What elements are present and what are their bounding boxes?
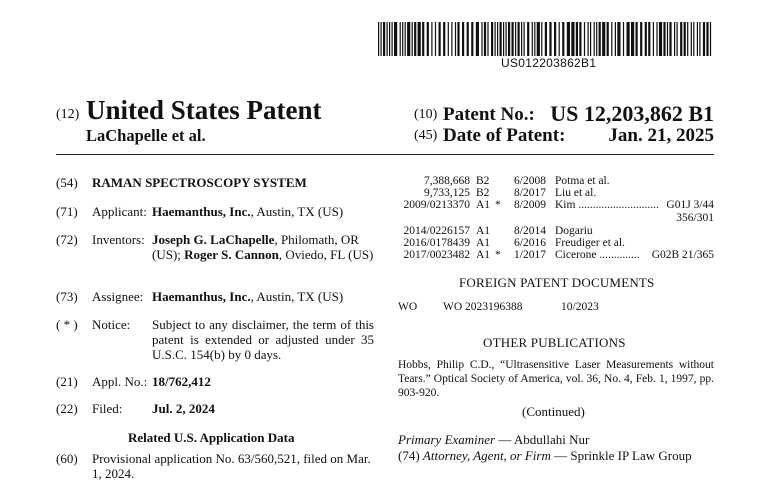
kind-code-number: (12) (56, 107, 80, 122)
ref-kind: A1 (476, 199, 491, 211)
barcode-bar (497, 22, 498, 56)
barcode-bar (699, 22, 700, 56)
notice-num: ( * ) (56, 317, 78, 332)
continued-note: (Continued) (522, 404, 585, 419)
patent-no-value: US 12,203,862 B1 (550, 101, 714, 126)
ref-class: G01J 3/44 (666, 199, 714, 211)
barcode-bar (623, 22, 624, 56)
barcode-bar (487, 22, 488, 56)
barcode-bar (710, 22, 711, 56)
other-publications-heading: OTHER PUBLICATIONS (483, 335, 626, 350)
barcode-bar (549, 22, 551, 56)
notice-label: Notice: (92, 317, 131, 332)
ref-date: 8/2017 (514, 187, 546, 199)
attorney-line (398, 448, 692, 464)
ref-star: * (495, 249, 501, 261)
barcode-bar (481, 22, 482, 56)
field-72-num: (72) (56, 232, 78, 247)
other-publication: Hobbs, Philip C.D., “Ultrasensitive Laser Measurements without Tears.” Optical Society of America, vol. 36, No. 4, Feb. 1, 1997, pp. 903-920. (398, 359, 714, 399)
barcode-bar (636, 22, 638, 56)
barcode-bar (693, 22, 694, 56)
barcode-bar (596, 22, 597, 56)
barcode-bar (631, 22, 634, 56)
ref-date: 8/2009 (514, 199, 546, 211)
barcode-bar (579, 22, 581, 56)
barcode-bar (462, 22, 464, 56)
barcode-bar (515, 22, 516, 56)
barcode-bar (663, 22, 665, 56)
barcode-bar (512, 22, 514, 56)
barcode-bar (684, 22, 686, 56)
barcode-bar (506, 22, 507, 56)
field-74-num: (74) (398, 448, 420, 463)
ref-number: 2017/0023482 (403, 249, 470, 261)
ref-date: 8/2014 (514, 225, 546, 237)
ref-number: 2016/0178439 (403, 237, 470, 249)
barcode (378, 22, 714, 56)
barcode-bar (667, 22, 668, 56)
appl-no-value: 18/762,412 (152, 374, 211, 389)
barcode-bar (532, 22, 533, 56)
barcode-bar (703, 22, 705, 56)
ref-kind: B2 (476, 187, 490, 199)
attorney-name: Sprinkle IP Law Group (570, 448, 692, 463)
ref-date: 6/2016 (514, 237, 546, 249)
barcode-bar (669, 22, 671, 56)
barcode-bar (439, 22, 441, 56)
barcode-bar (448, 22, 449, 56)
assignee-name: Haemanthus, Inc. (152, 289, 251, 304)
barcode-bar (495, 22, 496, 56)
applicant-location: , Austin, TX (US) (250, 204, 344, 219)
barcode-bar (443, 22, 445, 56)
ref-kind: A1 (476, 225, 491, 237)
inventor-1-name: Joseph G. LaChapelle (152, 232, 275, 247)
foreign-docs-heading: FOREIGN PATENT DOCUMENTS (459, 275, 655, 290)
barcode-bar (545, 22, 547, 56)
ref-name: Cicerone .............. (555, 249, 640, 261)
examiner-separator: — (495, 432, 514, 447)
barcode-bar (640, 22, 642, 56)
ref-name: Liu et al. (555, 187, 597, 199)
ref-number: 9,733,125 (424, 187, 470, 199)
appl-no-label: Appl. No.: (92, 374, 148, 389)
barcode-bar (524, 22, 525, 56)
barcode-bar (687, 22, 688, 56)
barcode-bar (680, 22, 682, 56)
barcode-bar (467, 22, 469, 56)
barcode-bar (648, 22, 650, 56)
barcode-bar (503, 22, 504, 56)
barcode-bar (491, 22, 493, 56)
barcode-bar (484, 22, 486, 56)
barcode-bar (559, 22, 560, 56)
barcode-bar (389, 22, 390, 56)
patent-no-code: (10) (414, 107, 438, 122)
date-value: Jan. 21, 2025 (608, 125, 714, 146)
ref-date: 6/2008 (514, 175, 546, 187)
barcode-bar (508, 22, 510, 56)
provisional-value: Provisional application No. 63/560,521, filed on Mar. 1, 2024. (92, 451, 371, 481)
barcode-bar (562, 22, 564, 56)
ref-name: Kim ............................ (555, 199, 659, 211)
ref-class: 356/301 (676, 212, 714, 224)
publication-number: US012203862B1 (501, 56, 597, 70)
barcode-bar (414, 22, 416, 56)
ref-date: 1/2017 (514, 249, 546, 261)
inventors-value (152, 232, 374, 262)
barcode-bar (422, 22, 424, 56)
barcode-bar (405, 22, 406, 56)
barcode-bar (527, 22, 529, 56)
barcode-bar (387, 22, 388, 56)
barcode-bar (412, 22, 413, 56)
ref-name: Freudiger et al. (555, 237, 625, 249)
barcode-bar (645, 22, 647, 56)
barcode-bar (400, 22, 401, 56)
barcode-bar (455, 22, 456, 56)
barcode-bar (537, 22, 540, 56)
field-60-num: (60) (56, 451, 78, 466)
date-code: (45) (414, 128, 438, 143)
ref-class: G02B 21/365 (651, 249, 714, 261)
field-22-num: (22) (56, 401, 78, 416)
barcode-bar (554, 22, 556, 56)
field-21-num: (21) (56, 374, 78, 389)
barcode-bar (611, 22, 612, 56)
barcode-bar (576, 22, 578, 56)
field-54-num: (54) (56, 175, 78, 190)
barcode-bar (392, 22, 393, 56)
barcode-bar (451, 22, 452, 56)
barcode-bar (418, 22, 421, 56)
barcode-bar (518, 22, 520, 56)
barcode-bar (476, 22, 479, 56)
barcode-bar (402, 22, 403, 56)
barcode-bar (534, 22, 535, 56)
ref-name: Potma et al. (555, 175, 610, 187)
barcode-bar (431, 22, 432, 56)
barcode-bar (435, 22, 436, 56)
barcode-bar (383, 22, 385, 56)
barcode-bar (521, 22, 522, 56)
header-divider (56, 154, 714, 155)
barcode-bar (427, 22, 429, 56)
barcode-bar (617, 22, 620, 56)
inventor-1-location: , Philomath, OR (US); (152, 232, 359, 262)
related-data-heading: Related U.S. Application Data (128, 430, 295, 445)
barcode-bar (407, 22, 410, 56)
barcode-bar (567, 22, 570, 56)
ref-name: Dogariu (555, 225, 593, 237)
date-label: Date of Patent: (443, 125, 566, 146)
barcode-bar (653, 22, 654, 56)
field-71-num: (71) (56, 204, 78, 219)
ref-kind: B2 (476, 175, 490, 187)
assignee-location: , Austin, TX (US) (250, 289, 344, 304)
patent-no-label: Patent No.: (443, 104, 535, 125)
barcode-bar (590, 22, 591, 56)
attorney-separator: — (550, 448, 571, 463)
barcode-bar (691, 22, 692, 56)
ref-kind: A1 (476, 237, 491, 249)
examiner-label: Primary Examiner (398, 432, 496, 447)
barcode-bar (471, 22, 473, 56)
foreign-number: WO 2023196388 (443, 301, 523, 313)
filed-value: Jul. 2, 2024 (152, 401, 215, 416)
assignee-value (152, 289, 392, 304)
applicant-value (152, 204, 392, 219)
barcode-bar (541, 22, 542, 56)
ref-number: 7,388,668 (424, 175, 470, 187)
barcode-bar (602, 22, 605, 56)
barcode-bar (607, 22, 609, 56)
barcode-bar (627, 22, 630, 56)
inventor-2-location: , Oviedo, FL (US) (278, 247, 374, 262)
barcode-bar (659, 22, 662, 56)
barcode-bar (706, 22, 708, 56)
barcode-bar (571, 22, 574, 56)
document-title: United States Patent (86, 95, 322, 125)
barcode-bar (599, 22, 601, 56)
barcode-bar (594, 22, 595, 56)
field-73-num: (73) (56, 289, 78, 304)
notice-value: Subject to any disclaimer, the term of this patent is extended or adjusted under 35 U.S.C. 154(b) by 0 days. (152, 317, 374, 362)
inventors-short: LaChapelle et al. (86, 126, 206, 145)
primary-examiner (398, 432, 589, 448)
barcode-bar (378, 22, 379, 56)
ref-number: 2014/0226157 (403, 225, 470, 237)
filed-label: Filed: (92, 401, 123, 416)
assignee-label: Assignee: (92, 289, 144, 304)
barcode-bar (457, 22, 459, 56)
barcode-bar (584, 22, 585, 56)
ref-star: * (495, 199, 501, 211)
inventor-2-name: Roger S. Cannon (184, 247, 279, 262)
barcode-bar (588, 22, 589, 56)
barcode-bar (674, 22, 675, 56)
barcode-bar (677, 22, 678, 56)
barcode-bar (697, 22, 698, 56)
barcode-bar (381, 22, 382, 56)
applicant-name: Haemanthus, Inc. (152, 204, 251, 219)
examiner-name: Abdullahi Nur (513, 432, 590, 447)
foreign-date: 10/2023 (561, 301, 599, 313)
foreign-country: WO (398, 301, 418, 313)
applicant-label: Applicant: (92, 204, 147, 219)
barcode-bar (615, 22, 616, 56)
attorney-label: Attorney, Agent, or Firm (422, 448, 551, 463)
barcode-bar (656, 22, 657, 56)
barcode-bar (394, 22, 397, 56)
ref-number: 2009/0213370 (403, 199, 470, 211)
ref-kind: A1 (476, 249, 491, 261)
inventors-label: Inventors: (92, 232, 145, 247)
barcode-bar (500, 22, 502, 56)
invention-title: RAMAN SPECTROSCOPY SYSTEM (92, 175, 307, 190)
